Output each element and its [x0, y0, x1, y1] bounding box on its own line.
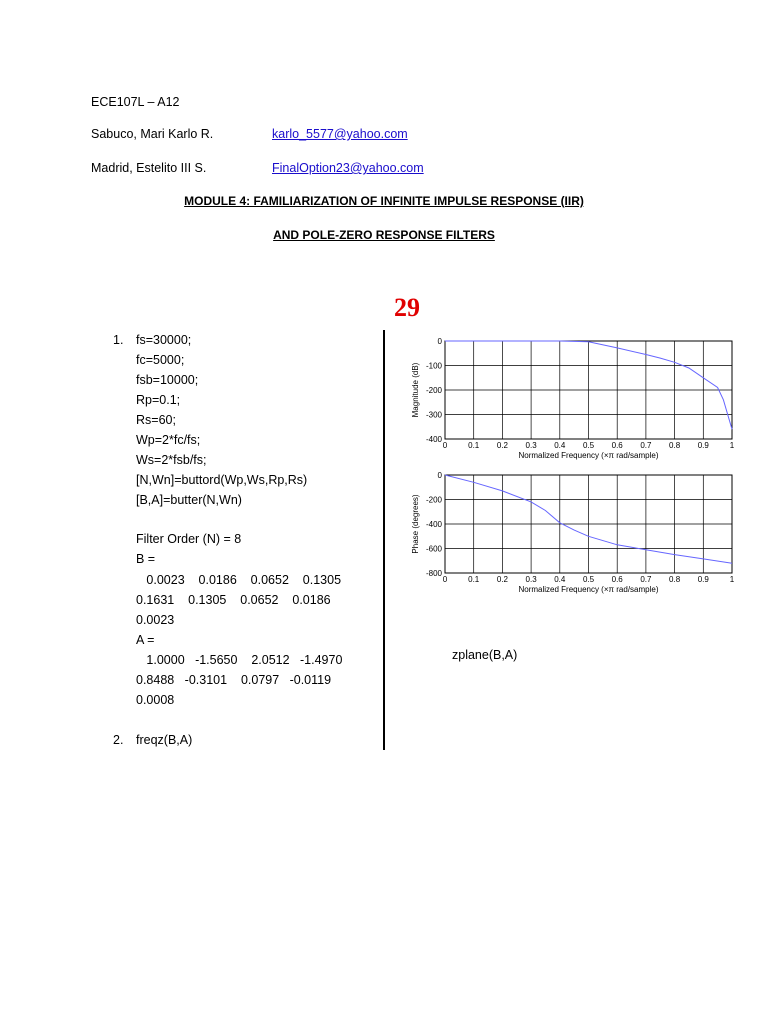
column-divider	[383, 330, 385, 750]
x-tick-label: 0.3	[525, 575, 537, 584]
x-tick-label: 0.9	[697, 575, 709, 584]
y-tick-label: -400	[425, 435, 442, 444]
x-tick-label: 0.4	[554, 441, 566, 450]
x-tick-label: 0	[442, 441, 448, 450]
author1-name: Sabuco, Mari Karlo R.	[91, 127, 214, 141]
course-code: ECE107L – A12	[91, 95, 180, 109]
a-label: A =	[136, 633, 155, 647]
a-coefficients-line: 1.0000 -1.5650 2.0512 -1.4970	[136, 653, 343, 667]
y-tick-label: -800	[425, 569, 442, 578]
author2-email-link[interactable]: FinalOption23@yahoo.com	[272, 161, 424, 175]
x-tick-label: 0.8	[669, 441, 681, 450]
y-tick-label: -200	[425, 495, 442, 505]
a-coefficients-line: 0.0008	[136, 693, 175, 707]
x-tick-label: 0.3	[525, 441, 537, 450]
code-line: fs=30000;	[136, 333, 192, 347]
x-tick-label: 1	[729, 441, 735, 450]
a-coefficients-line: 0.8488 -0.3101 0.0797 -0.0119	[136, 673, 332, 687]
x-tick-label: 0.2	[496, 575, 508, 584]
y-axis-label: Phase (degrees)	[411, 494, 420, 554]
zplane-command: zplane(B,A)	[452, 648, 518, 662]
b-coefficients-line: 0.0023	[136, 613, 175, 627]
author1-email-link[interactable]: karlo_5577@yahoo.com	[272, 127, 408, 141]
y-tick-label: -600	[425, 544, 442, 554]
module-title-line2: AND POLE-ZERO RESPONSE FILTERS	[273, 228, 495, 242]
x-tick-label: 0.7	[640, 441, 652, 450]
x-tick-label: 0.1	[468, 575, 480, 584]
x-tick-label: 1	[729, 575, 735, 584]
b-coefficients-line: 0.1631 0.1305 0.0652 0.0186	[136, 593, 331, 607]
code-line: [N,Wn]=buttord(Wp,Ws,Rp,Rs)	[136, 473, 308, 487]
x-tick-label: 0.6	[611, 575, 623, 584]
y-tick-label: -200	[425, 386, 442, 395]
x-tick-label: 0.8	[669, 575, 681, 584]
x-tick-label: 0.7	[640, 575, 652, 584]
freqz-command: freqz(B,A)	[136, 733, 193, 747]
b-label: B =	[136, 552, 156, 566]
plot-panel-2	[411, 471, 735, 594]
code-line: Wp=2*fc/fs;	[136, 433, 201, 447]
y-tick-label: 0	[437, 337, 442, 346]
y-tick-label: -100	[425, 361, 442, 371]
plot-panel-1	[411, 337, 735, 460]
item2-number: 2.	[113, 733, 124, 747]
x-tick-label: 0.5	[582, 575, 595, 584]
item1-number: 1.	[113, 333, 124, 347]
code-line: fc=5000;	[136, 353, 185, 367]
x-tick-label: 0.1	[468, 441, 480, 450]
y-tick-label: 0	[437, 471, 442, 480]
code-line: fsb=10000;	[136, 373, 199, 387]
x-tick-label: 0.6	[611, 441, 623, 450]
filter-order: Filter Order (N) = 8	[136, 532, 242, 546]
x-tick-label: 0.5	[582, 441, 595, 450]
x-tick-label: 0.9	[697, 441, 709, 450]
x-tick-label: 0.2	[496, 441, 508, 450]
x-axis-label: Normalized Frequency (×π rad/sample)	[518, 451, 659, 460]
page-number: 29	[394, 293, 420, 322]
x-tick-label: 0	[442, 575, 448, 584]
code-line: Rp=0.1;	[136, 393, 181, 407]
code-line: Rs=60;	[136, 413, 176, 427]
x-axis-label: Normalized Frequency (×π rad/sample)	[518, 585, 659, 594]
freqz-plots	[388, 330, 768, 630]
b-coefficients-line: 0.0023 0.0186 0.0652 0.1305	[136, 573, 342, 587]
y-tick-label: -400	[425, 520, 442, 529]
y-axis-label: Magnitude (dB)	[411, 362, 420, 418]
x-tick-label: 0.4	[554, 575, 566, 584]
module-title-line1: MODULE 4: FAMILIARIZATION OF INFINITE IMPULSE RESPONSE (IIR)	[184, 194, 584, 208]
code-line: Ws=2*fsb/fs;	[136, 453, 207, 467]
y-tick-label: -300	[425, 410, 442, 420]
author2-name: Madrid, Estelito III S.	[91, 161, 207, 175]
code-line: [B,A]=butter(N,Wn)	[136, 493, 242, 507]
